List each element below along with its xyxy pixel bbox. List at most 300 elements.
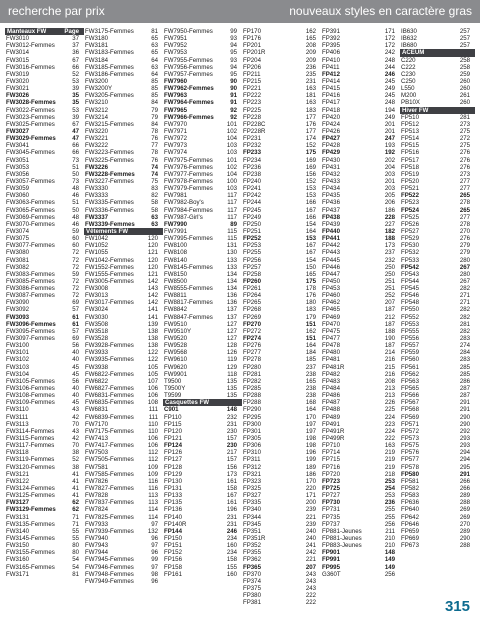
product-code: FW3029-Femmes (6, 135, 56, 143)
page-ref: 67 (72, 56, 79, 64)
page-ref: 274 (459, 342, 470, 350)
index-row (84, 214, 163, 221)
product-code: FW7987-Girl's (164, 213, 203, 221)
index-row (5, 64, 84, 71)
product-code: FW3086-Femmes (6, 285, 55, 293)
page-ref: 42 (72, 413, 79, 421)
page-ref: 152 (305, 142, 316, 150)
product-code: FW7827-Femmes (85, 485, 134, 492)
page-ref: 151 (305, 320, 316, 328)
product-code: FP545 (401, 285, 419, 293)
page-ref: 293 (459, 435, 470, 443)
index-row (84, 192, 163, 199)
product-code: FW3181 (85, 42, 109, 50)
page-ref: 72 (72, 285, 79, 293)
index-row (163, 178, 242, 185)
product-code: FW3030 (85, 313, 109, 321)
product-code: FP228 (243, 113, 261, 121)
product-code: FP321 (243, 470, 261, 478)
product-code: FP516 (401, 149, 419, 157)
product-code: FP414 (322, 77, 340, 85)
index-row (163, 157, 242, 164)
index-row (242, 478, 321, 485)
page-ref: 35 (72, 99, 79, 107)
page-ref: 169 (305, 163, 316, 171)
index-row (5, 535, 84, 542)
page-ref: 276 (459, 235, 470, 243)
page-ref: 92 (230, 113, 237, 121)
index-row (400, 264, 475, 271)
index-row (321, 406, 400, 413)
page-ref: 117 (227, 199, 237, 207)
index-row (163, 392, 242, 399)
index-row (5, 556, 84, 563)
product-code: FP152 (164, 549, 182, 557)
index-row (242, 142, 321, 149)
index-row (84, 249, 163, 256)
page-ref: 37 (72, 42, 79, 50)
index-row (163, 149, 242, 156)
index-row (321, 257, 400, 264)
page-ref: 260 (459, 77, 470, 85)
index-row (5, 42, 84, 49)
product-code: FP659 (401, 527, 419, 535)
page-ref: 273 (459, 170, 470, 178)
index-row (321, 456, 400, 463)
product-code: FP244 (243, 199, 261, 207)
product-code: FW7503 (85, 449, 109, 457)
product-code: FP345 (243, 520, 261, 528)
index-row (5, 478, 84, 485)
index-row (321, 142, 400, 149)
product-code: FW8150 (164, 270, 188, 278)
product-code: FP215 (243, 77, 261, 85)
index-row (163, 535, 242, 542)
product-code: FP392 (322, 35, 340, 43)
page-ref: 187 (384, 306, 395, 314)
product-code: C250 (401, 77, 416, 85)
page-ref: 253 (384, 477, 395, 485)
index-row (400, 528, 475, 535)
page-ref: 96 (151, 549, 158, 557)
product-code: FW6827-Femmes (85, 385, 134, 393)
index-row (5, 214, 84, 221)
index-row (5, 128, 84, 135)
product-code: FP412 (322, 70, 340, 78)
product-code: FP642 (401, 513, 419, 521)
product-code: FW3026 (6, 92, 30, 100)
product-code: T9599 (164, 392, 182, 400)
index-row (242, 199, 321, 206)
page-ref: 291 (459, 406, 470, 414)
product-code: FW3212 (85, 106, 109, 114)
index-row (5, 114, 84, 121)
page-ref: 102 (226, 163, 237, 171)
page-ref: 237 (384, 249, 395, 257)
page-ref: 137 (226, 306, 237, 314)
page-ref: 209 (305, 56, 316, 64)
index-row (84, 149, 163, 156)
page-ref: 283 (459, 335, 470, 343)
index-row (321, 442, 400, 449)
page-ref: 242 (384, 49, 395, 57)
product-code: FP543 (401, 270, 419, 278)
product-code: FW3059 (6, 185, 30, 193)
product-code: FW3105-Femmes (6, 377, 55, 385)
page-ref: 234 (226, 549, 237, 557)
page-ref: 51 (72, 199, 79, 207)
product-code: FW7960 (164, 77, 188, 85)
page-ref: 85 (151, 92, 158, 100)
page-ref: 167 (226, 492, 237, 500)
index-row (321, 371, 400, 378)
index-row (400, 371, 475, 378)
index-row (84, 242, 163, 249)
product-code: FW3221 (85, 135, 109, 143)
index-row (163, 92, 242, 99)
page-ref: 177 (305, 127, 316, 135)
index-row (84, 221, 163, 228)
product-code: FP556 (401, 335, 419, 343)
product-code: FW3225-Femmes (85, 156, 134, 164)
index-row (242, 299, 321, 306)
product-code: FP487 (322, 399, 340, 407)
index-row (400, 207, 475, 214)
legend-note: nouveaux styles en caractère gras (289, 4, 472, 18)
product-code: FW3017-Femmes (85, 299, 134, 307)
page-ref: 50 (72, 170, 79, 178)
index-row (321, 92, 400, 99)
index-row (242, 64, 321, 71)
index-row (321, 49, 400, 56)
page-ref: 116 (148, 485, 158, 492)
page-ref: 258 (459, 56, 470, 64)
index-row (163, 185, 242, 192)
page-ref: 243 (305, 570, 316, 578)
product-code: FW3935-Femmes (85, 356, 134, 364)
index-row (242, 535, 321, 542)
index-row (321, 535, 400, 542)
index-row (163, 571, 242, 578)
product-code: FW3928-Femmes (85, 342, 134, 350)
product-code: FP572 (401, 427, 419, 435)
index-row (400, 499, 475, 506)
index-row (242, 378, 321, 385)
index-row (84, 199, 163, 206)
page-ref: 246 (384, 70, 395, 78)
page-ref: 286 (459, 377, 470, 385)
product-code: FW9901 (164, 370, 188, 378)
page-ref: 201 (384, 127, 395, 135)
index-row (84, 442, 163, 449)
index-row (242, 356, 321, 363)
page-ref: 207 (384, 299, 395, 307)
page-ref: 89 (230, 220, 237, 228)
page-ref: 162 (305, 327, 316, 335)
page-ref: 161 (226, 499, 237, 507)
page-ref: 158 (226, 556, 237, 564)
product-code: FP445 (322, 256, 340, 264)
index-row (400, 257, 475, 264)
product-code: FP428 (322, 142, 340, 150)
product-code: FW3122 (6, 477, 30, 485)
index-row (5, 442, 84, 449)
page-ref: 108 (147, 399, 158, 407)
product-code: FP520 (401, 177, 419, 185)
index-row (321, 314, 400, 321)
index-row (163, 35, 242, 42)
product-code: FP518 (401, 163, 419, 171)
page-ref: 57 (72, 306, 79, 314)
index-row (163, 107, 242, 114)
product-code: FP352 (243, 542, 261, 550)
page-ref: 281 (459, 113, 470, 121)
product-code: FP441 (322, 235, 340, 243)
page-ref: 182 (384, 227, 395, 235)
page-ref: 235 (305, 70, 316, 78)
index-row (163, 485, 242, 492)
index-row (400, 171, 475, 178)
page-ref: 247 (384, 135, 395, 143)
page-ref: 72 (72, 256, 79, 264)
page-ref: 160 (226, 570, 237, 578)
page-ref: 37 (72, 35, 79, 43)
index-row (84, 385, 163, 392)
product-code: FP731 (322, 506, 340, 514)
index-row (400, 71, 475, 78)
page-ref: 164 (305, 342, 316, 350)
product-code: FP470 (322, 320, 340, 328)
page-ref: 201 (384, 177, 395, 185)
product-code: FP436 (322, 199, 340, 207)
index-row (321, 28, 400, 35)
product-code: T9500 (164, 377, 182, 385)
index-row (321, 306, 400, 313)
product-code: FP417 (322, 99, 340, 107)
page-ref: 38 (72, 449, 79, 457)
product-code: FP571 (401, 420, 419, 428)
product-code: FW3183-Femmes (85, 49, 134, 57)
page-ref: 208 (305, 42, 316, 50)
page-ref: 157 (226, 456, 237, 464)
page-ref: 97 (151, 542, 158, 550)
page-ref: 70 (72, 420, 79, 428)
product-code: FP881-Jeunes (322, 534, 362, 542)
page-ref: 165 (305, 35, 316, 43)
page-ref: 100 (226, 177, 237, 185)
index-row (84, 521, 163, 528)
page-ref: 277 (459, 185, 470, 193)
index-row (84, 99, 163, 106)
product-code: FP475 (322, 327, 340, 335)
page-ref: 111 (148, 413, 158, 421)
product-code: FP582 (401, 485, 419, 492)
product-code: FP370 (243, 570, 261, 578)
page-ref: 70 (72, 442, 79, 450)
product-code: FW3109-Femmes (6, 399, 55, 407)
product-code: FP416 (322, 92, 340, 100)
product-code: FP228C (243, 120, 266, 128)
product-code: FW7963 (164, 92, 188, 100)
page-ref: 169 (305, 156, 316, 164)
page-ref: 112 (148, 456, 158, 464)
product-code: FP238 (243, 170, 261, 178)
product-code: FW3113 (6, 420, 29, 428)
page-ref: 271 (459, 292, 470, 300)
product-code: FP225 (243, 106, 261, 114)
index-row (5, 321, 84, 328)
index-row (163, 349, 242, 356)
page-ref: 138 (147, 327, 158, 335)
page-ref: 66 (72, 149, 79, 157)
index-row (163, 449, 242, 456)
index-row (400, 421, 475, 428)
page-ref: 122 (147, 349, 158, 357)
index-row (321, 471, 400, 478)
index-row (84, 421, 163, 428)
index-row (5, 178, 84, 185)
product-code: FW3070-Femmes (6, 220, 55, 228)
product-code: FP151 (164, 542, 182, 550)
product-code: FP325 (243, 485, 261, 492)
page-ref: 153 (305, 185, 316, 193)
page-ref: 73 (72, 177, 79, 185)
product-code: FP577 (401, 456, 419, 464)
index-row (321, 185, 400, 192)
product-code: FP735 (322, 513, 340, 521)
index-row (5, 399, 84, 406)
index-row (84, 342, 163, 349)
index-row (321, 414, 400, 421)
page-ref: 112 (148, 449, 158, 457)
page-ref: 251 (384, 285, 395, 293)
page-ref: 163 (384, 442, 395, 450)
product-code: FP469 (322, 313, 340, 321)
product-code: FW3222 (85, 142, 109, 150)
index-row (163, 214, 242, 221)
product-code: FW3131 (6, 513, 30, 521)
index-row (84, 114, 163, 121)
index-row (321, 78, 400, 85)
index-row (84, 128, 163, 135)
index-row (400, 349, 475, 356)
page-ref: 77 (151, 142, 158, 150)
product-code: FW3220 (85, 127, 109, 135)
page-ref: 166 (305, 199, 316, 207)
product-code: FW7982-Boy's (164, 199, 204, 207)
product-code: FP725 (322, 485, 340, 492)
product-code: FP375 (243, 584, 261, 592)
product-code: FW8500 (164, 277, 188, 285)
page-ref: 210 (384, 542, 395, 550)
index-row (163, 478, 242, 485)
index-row (84, 292, 163, 299)
product-code: FP432 (322, 170, 340, 178)
page-ref: 80 (72, 549, 79, 557)
page-ref: 120 (147, 256, 158, 264)
product-code: FP340 (243, 506, 261, 514)
product-code: FW3090 (6, 299, 30, 307)
index-row (163, 292, 242, 299)
product-code: FP170 (243, 28, 261, 35)
index-row (242, 278, 321, 285)
product-code: FP135 (164, 499, 182, 507)
page-ref: 40 (72, 349, 79, 357)
index-row (321, 285, 400, 292)
product-code: FW7824 (85, 506, 109, 514)
index-row (84, 235, 163, 242)
index-row (242, 92, 321, 99)
product-code: FW3337 (85, 213, 109, 221)
index-row (84, 178, 163, 185)
index-row (163, 428, 242, 435)
product-code: C901 (164, 406, 179, 414)
product-code: FP126 (164, 449, 182, 457)
index-row (84, 278, 163, 285)
index-row (321, 549, 400, 556)
product-code: FW7990 (164, 220, 188, 228)
page-ref: 75 (151, 177, 158, 185)
page-ref: 285 (459, 370, 470, 378)
product-code: FP716 (322, 463, 340, 471)
product-code: FP566 (401, 392, 419, 400)
index-row (84, 578, 163, 585)
product-code: FP176 (243, 35, 261, 43)
index-row (5, 157, 84, 164)
index-row (5, 428, 84, 435)
index-row (5, 121, 84, 128)
index-row (242, 271, 321, 278)
page-ref: 93 (230, 35, 237, 43)
product-code: FP305 (243, 435, 261, 443)
page-ref: 99 (230, 28, 237, 35)
product-code: FW3097-Femmes (6, 335, 55, 343)
product-code: FP553 (401, 320, 419, 328)
index-row (242, 192, 321, 199)
page-ref: 288 (459, 499, 470, 507)
page-ref: 171 (305, 492, 316, 500)
page-ref: 133 (226, 263, 237, 271)
product-code: FW3025-Femmes (6, 120, 55, 128)
index-row (163, 142, 242, 149)
product-code: FP901 (322, 549, 340, 557)
page-ref: 127 (226, 320, 237, 328)
page-ref: 177 (305, 113, 316, 121)
product-code: FP550 (401, 306, 419, 314)
page-ref: 103 (226, 149, 237, 157)
product-code: FP129 (164, 470, 182, 478)
index-row (163, 64, 242, 71)
product-code: FW3210 (85, 99, 109, 107)
index-row (400, 335, 475, 342)
product-code: FW7951 (164, 35, 188, 43)
page-ref: 138 (147, 342, 158, 350)
page-ref: 97 (151, 563, 158, 571)
index-row (400, 42, 475, 49)
page-ref: 194 (384, 106, 395, 114)
page-ref: 280 (459, 256, 470, 264)
index-row (84, 528, 163, 535)
product-code: FP521 (401, 185, 419, 193)
page-ref: 188 (384, 327, 395, 335)
index-row (5, 149, 84, 156)
index-row (321, 564, 400, 571)
product-code: FP115 (164, 420, 182, 428)
page-ref: 143 (147, 285, 158, 293)
page-ref: 64 (151, 56, 158, 64)
product-code: FW7972 (164, 135, 188, 143)
index-row (163, 57, 242, 64)
